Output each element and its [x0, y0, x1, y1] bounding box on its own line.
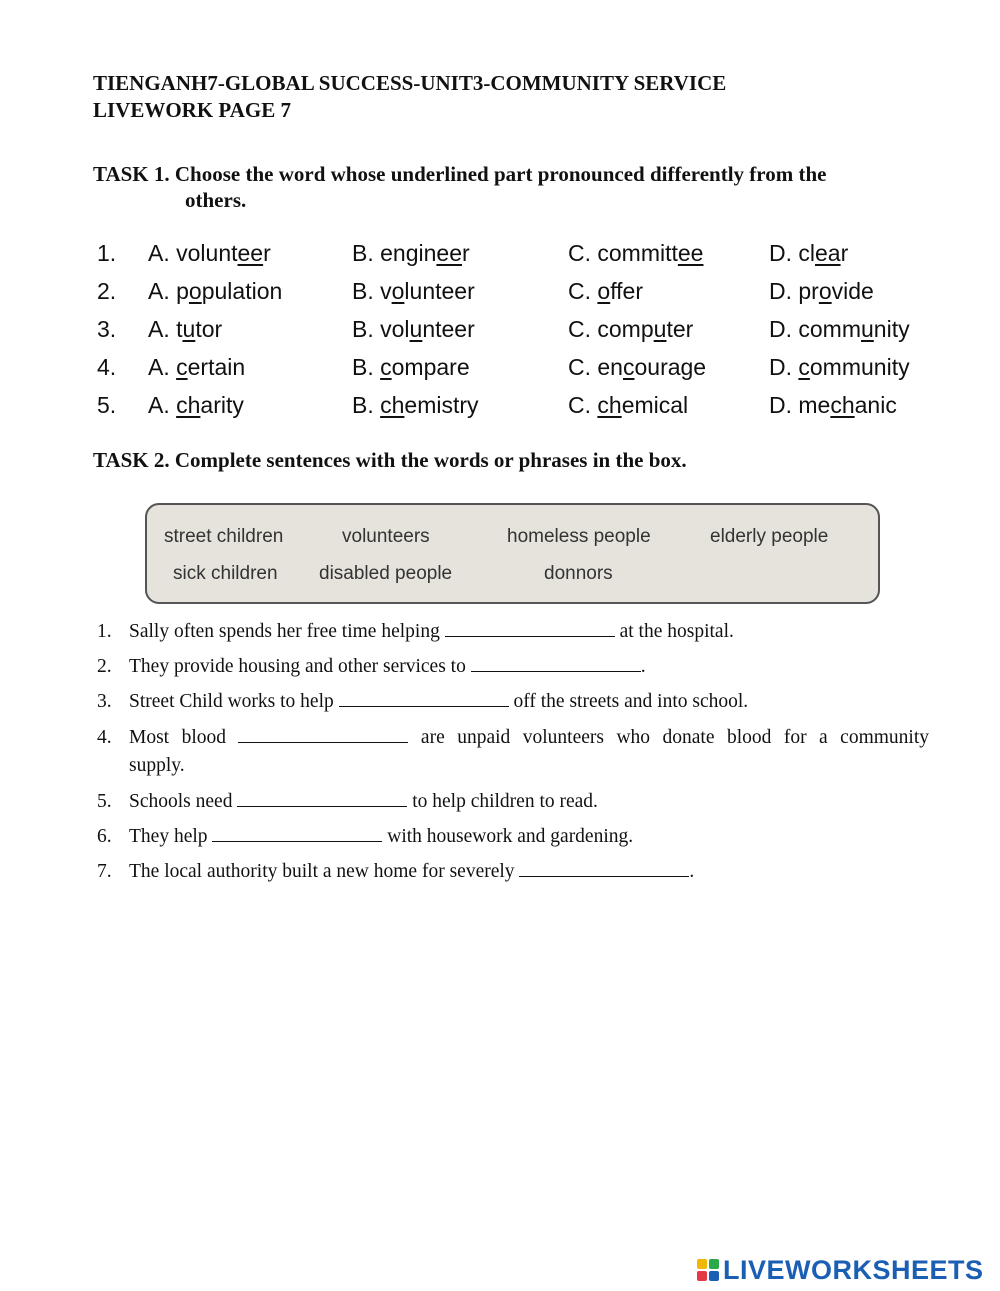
option-b: B. volunteer	[352, 316, 475, 342]
task2-instructions: TASK 2. Complete sentences with the words or phrases in the box.	[93, 448, 687, 472]
option-d: D. community	[769, 316, 910, 342]
task1-line1: TASK 1. Choose the word whose underlined part pronounced differently from the	[93, 162, 827, 186]
option-d: D. community	[769, 354, 910, 380]
underlined-part: ee	[237, 240, 264, 266]
sentence-number: 2.	[97, 656, 112, 677]
sentence-text: They provide housing and other services to .	[129, 653, 646, 681]
task1-instructions	[93, 161, 923, 213]
sentence-continuation: supply.	[129, 755, 185, 776]
answer-blank[interactable]	[519, 858, 689, 877]
option-c: C. committee	[568, 240, 704, 266]
underlined-part: u	[653, 316, 667, 342]
sentence-number: 6.	[97, 826, 112, 847]
answer-blank[interactable]	[471, 653, 641, 672]
question-number: 3.	[97, 316, 117, 342]
question-number: 2.	[97, 278, 117, 304]
underlined-part: ch	[380, 392, 405, 418]
underlined-part: c	[798, 354, 810, 380]
underlined-part: c	[380, 354, 392, 380]
option-c: C. offer	[568, 278, 644, 304]
answer-blank[interactable]	[212, 823, 382, 842]
header-title: TIENGANH7-GLOBAL SUCCESS-UNIT3-COMMUNITY SERVICE	[93, 71, 727, 95]
sentence-text: The local authority built a new home for severely .	[129, 858, 694, 886]
box-word: disabled people	[319, 563, 453, 584]
underlined-part: ch	[830, 392, 855, 418]
underlined-part: o	[391, 278, 405, 304]
option-a: A. certain	[148, 354, 246, 380]
option-d: D. clear	[769, 240, 849, 266]
underlined-part: o	[597, 278, 611, 304]
question-number: 4.	[97, 354, 117, 380]
option-a: A. charity	[148, 392, 244, 418]
box-word: volunteers	[342, 526, 430, 547]
question-number: 1.	[97, 240, 117, 266]
sentence-text: They help with housework and gardening.	[129, 823, 633, 851]
option-a: A. population	[148, 278, 283, 304]
sentence-number: 5.	[97, 791, 112, 812]
option-b: B. volunteer	[352, 278, 475, 304]
underlined-part: ch	[176, 392, 201, 418]
box-word: homeless people	[507, 526, 651, 547]
option-d: D. mechanic	[769, 392, 897, 418]
option-c: C. encourage	[568, 354, 707, 380]
task1-line2: others.	[185, 188, 247, 212]
question-number: 5.	[97, 392, 117, 418]
word-box	[145, 503, 880, 604]
answer-blank[interactable]	[238, 724, 408, 743]
box-word: sick children	[173, 563, 278, 584]
liveworksheets-logo	[697, 1253, 984, 1287]
sentence-text: Schools need to help children to read.	[129, 788, 598, 816]
sentence-text: Street Child works to help off the streets and into school.	[129, 688, 748, 716]
option-c: C. chemical	[568, 392, 689, 418]
sentence-number: 3.	[97, 691, 112, 712]
underlined-part: u	[861, 316, 874, 342]
answer-blank[interactable]	[445, 618, 615, 637]
option-b: B. chemistry	[352, 392, 479, 418]
underlined-part: u	[409, 316, 423, 342]
sentence-number: 7.	[97, 861, 112, 882]
option-c: C. computer	[568, 316, 694, 342]
sentence-number: 4.	[97, 727, 112, 748]
answer-blank[interactable]	[237, 788, 407, 807]
option-b: B. engineer	[352, 240, 470, 266]
underlined-part: o	[188, 278, 202, 304]
underlined-part: c	[622, 354, 635, 380]
option-d: D. provide	[769, 278, 874, 304]
option-a: A. volunteer	[148, 240, 271, 266]
worksheet-header	[93, 70, 726, 124]
answer-blank[interactable]	[339, 688, 509, 707]
underlined-part: ch	[597, 392, 622, 418]
underlined-part: ee	[436, 240, 462, 266]
sentence-text: Sally often spends her free time helping at the hospital.	[129, 618, 734, 646]
logo-text: LIVEWORKSHEETS	[723, 1254, 984, 1285]
underlined-part: u	[182, 316, 196, 342]
sentence-text: Most blood are unpaid volunteers who donate blood for a community	[129, 724, 929, 752]
underlined-part: ee	[677, 240, 704, 266]
option-a: A. tutor	[148, 316, 223, 342]
box-word: elderly people	[710, 526, 829, 547]
header-subtitle: LIVEWORK PAGE 7	[93, 98, 291, 122]
logo-mark-icon	[697, 1259, 719, 1281]
box-word: street children	[164, 526, 284, 547]
box-word: donnors	[544, 563, 613, 584]
underlined-part: ea	[815, 240, 841, 266]
underlined-part: o	[818, 278, 832, 304]
option-b: B. compare	[352, 354, 470, 380]
sentence-number: 1.	[97, 621, 112, 642]
underlined-part: c	[176, 354, 188, 380]
